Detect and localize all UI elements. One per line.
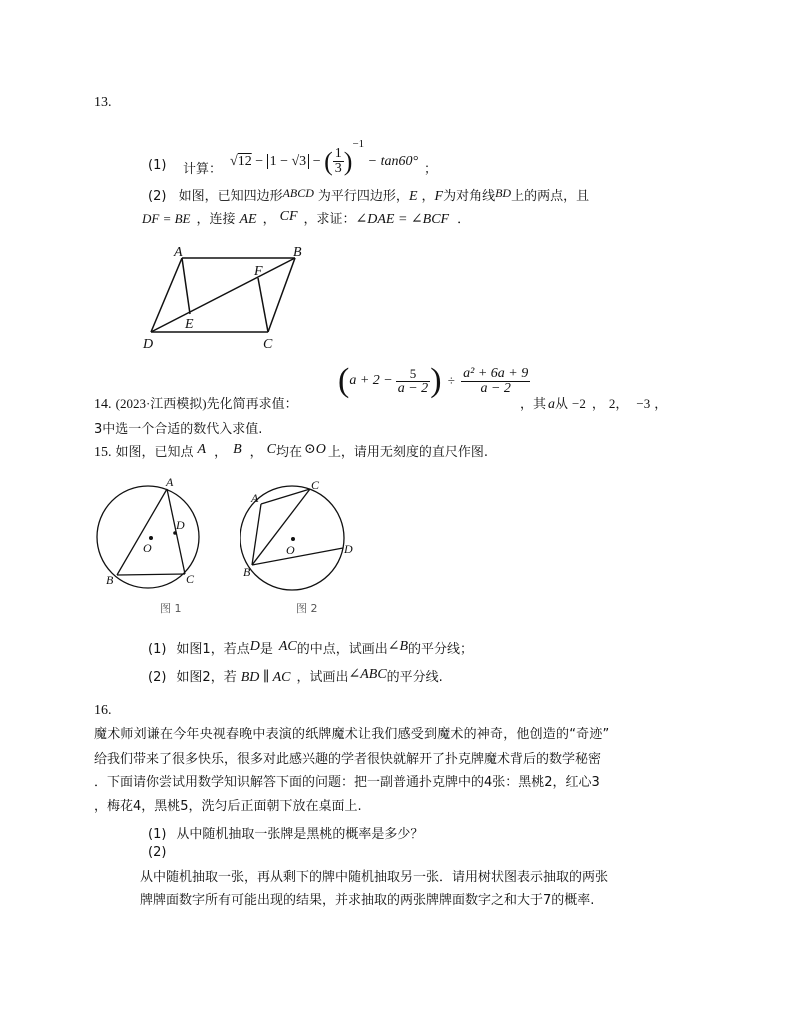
f2-num: a² + 6a + 9: [463, 365, 529, 381]
fig2-label-c: C: [311, 478, 320, 492]
fig2-bc: [252, 489, 310, 565]
q13-part2-text-a: 如图，已知四边形: [178, 189, 283, 204]
q15-part1-text-a: 如图1，若点: [176, 642, 250, 657]
fig1-label-a: A: [166, 475, 174, 489]
label-f: F: [254, 264, 263, 279]
parallelogram-figure: [135, 240, 320, 350]
q15-part2-text-a: 如图2，若: [176, 670, 237, 685]
q15-part2-parallel: BD ∥ AC: [240, 670, 291, 685]
seg-cf-line: [258, 278, 268, 332]
q15-line1: [94, 441, 488, 461]
q15-part1-d: D: [249, 639, 260, 654]
connect-text: ，连接: [196, 212, 236, 227]
fig1-label-c: C: [186, 572, 195, 586]
fig1-caption: 图 1: [160, 602, 182, 615]
f2-den: a − 2: [480, 380, 511, 396]
q13-part1-expression: √12 − 1 − √3 − ( $\frac{1}{3}$ )$^{-1}$ − tan60°: [230, 138, 419, 177]
seg-ae-line: [182, 258, 190, 314]
q16-para-line3: ．下面请你尝试用数学知识解答下面的问题：把一副普通扑克牌中的4张：黑桃2，红心3: [94, 775, 600, 790]
bd: BD: [495, 186, 512, 200]
fig2-center-dot: [291, 537, 295, 541]
q14-line1-tail: [520, 393, 667, 413]
var-a: a: [548, 397, 556, 412]
q13-part1-label: (1): [148, 158, 167, 173]
fig1-label-o: O: [143, 541, 152, 555]
label-c: C: [263, 337, 273, 350]
fig1-label-b: B: [106, 573, 114, 587]
seg-cf: CF: [279, 209, 298, 224]
q16-para-line4: ，梅花4，黑桃5，洗匀后正面朝下放在桌面上.: [94, 799, 362, 814]
fig1-bc: [117, 574, 185, 575]
frac-den: 3: [334, 161, 342, 177]
q15-part1-label: (1): [148, 642, 167, 657]
q15-text-a: 如图，已知点: [115, 445, 194, 460]
circle-figure-1: [95, 472, 205, 620]
point-e: E: [408, 189, 418, 204]
f1-den: a − 2: [397, 380, 429, 396]
frac-square: [461, 367, 530, 396]
q15-part1-text-d: 的平分线；: [408, 642, 474, 657]
q15-part1-angle: ∠B: [387, 639, 409, 654]
fig2-label-d: D: [344, 542, 353, 556]
eq-df-be: DF = BE: [142, 211, 191, 226]
q15-part2-angle: ∠ABC: [348, 667, 387, 682]
pt-a: A: [197, 442, 207, 457]
q16-part2-line1: 从中随机抽取一张，再从剩下的牌中随机抽取另一张．请用树状图表示抽取的两张: [140, 870, 609, 885]
angle-eq: ∠DAE = ∠BCF: [355, 212, 450, 227]
fig2-label-a: A: [251, 491, 259, 505]
side-da: [151, 258, 182, 332]
val-neg3: −3: [636, 396, 651, 411]
q15-part2-label: (2): [148, 670, 167, 685]
period: ．: [457, 212, 471, 227]
fig2-bd: [252, 548, 343, 565]
label-b: B: [293, 245, 302, 260]
abs-value: 1 − √3: [267, 154, 310, 169]
prove-text: ，求证：: [303, 212, 356, 227]
q16-part1: [148, 823, 423, 842]
q15-comma-2: ，: [249, 445, 263, 460]
seg-ae: AE: [239, 212, 257, 227]
fig2-label-o: O: [286, 543, 295, 557]
exponent: −1: [352, 138, 365, 150]
q14-text-a: 先化简再求值：: [206, 397, 298, 412]
fig2-label-b: B: [243, 565, 251, 579]
val-2: 2: [608, 396, 616, 411]
tan-term: − tan60°: [367, 153, 419, 169]
label-a: A: [174, 245, 183, 260]
q15-part2-text-b: ，试画出: [296, 670, 349, 685]
q13-part2-line2: [142, 208, 470, 228]
diagonal-bd: [151, 258, 295, 332]
q15-part1: [148, 638, 473, 657]
q16-para-line2: 给我们带来了很多快乐，很多对此感兴趣的学者很快就解开了扑克牌魔术背后的数学秘密: [94, 752, 602, 767]
frac-num: 1: [334, 146, 342, 162]
q16-para-line1: 魔术师刘谦在今年央视春晚中表演的纸牌魔术让我们感受到魔术的神奇，他创造的“奇迹”: [94, 727, 610, 742]
q16-part2-line2: 牌牌面数字所有可能出现的结果，并求抽取的两张牌牌面数字之和大于7的概率.: [140, 893, 595, 908]
q14-comma-1: ，: [591, 397, 605, 412]
q14-source: (2023·江西模拟): [115, 396, 207, 411]
q13-part2-label: (2): [148, 189, 167, 204]
point-f: F: [434, 189, 444, 204]
sqrt-arg: 12: [237, 153, 252, 169]
q15-part1-ac: AC: [278, 639, 297, 654]
circle-o: ⊙O: [304, 442, 326, 457]
q13-number: 13.: [94, 95, 112, 110]
q15-text-b: 均在: [276, 445, 303, 460]
q14-comma-2: ，: [615, 397, 629, 412]
q14-expression: [338, 362, 530, 408]
fig1-ab: [117, 489, 167, 575]
big-paren-close: ): [430, 362, 442, 399]
q16-part2-label: (2): [148, 845, 167, 860]
q13-part1-text: 计算：: [183, 162, 223, 177]
q13-part2-text-b: 为平行四边形，: [317, 189, 409, 204]
q13-part1-end: ；: [424, 162, 438, 177]
frac-5-over: [396, 367, 430, 396]
fig1-center-dot: [149, 536, 153, 540]
circle-figure-2: [240, 472, 365, 620]
label-e: E: [185, 317, 194, 332]
big-paren-open: (: [338, 362, 350, 399]
abcd: ABCD: [282, 186, 314, 200]
paren-open: (: [324, 146, 333, 176]
q14-text-b: ，其: [520, 397, 547, 412]
comma-2: ，: [262, 212, 276, 227]
q15-number: 15.: [94, 445, 112, 460]
q15-text-c: 上，请用无刻度的直尺作图.: [327, 445, 489, 460]
pt-c: C: [266, 442, 277, 457]
minus-1: −: [255, 153, 264, 169]
q16-part1-label: (1): [148, 827, 167, 842]
q13-part2-text-c: 为对角线: [443, 189, 496, 204]
paren-close: ): [343, 146, 353, 176]
val-neg2: −2: [572, 396, 586, 411]
minus-2: −: [312, 153, 321, 169]
q13-part2-text-d: 上的两点，且: [511, 189, 590, 204]
pt-b: B: [233, 442, 242, 457]
q14-text-c: 从: [555, 397, 569, 412]
div-sign: ÷: [447, 373, 455, 388]
a-plus-2: a + 2 −: [349, 373, 393, 388]
f1-num: 5: [396, 367, 430, 382]
q14-line1: [94, 393, 298, 413]
q16-part1-text: 从中随机抽取一张牌是黑桃的概率是多少？: [176, 827, 424, 842]
q15-part1-text-b: 是: [259, 642, 273, 657]
q15-part2: [148, 666, 443, 686]
q16-number: 16.: [94, 703, 112, 718]
q14-line2: 3中选一个合适的数代入求值.: [94, 422, 263, 437]
q15-part1-text-c: 的中点，试画出: [296, 642, 388, 657]
q15-comma-1: ，: [214, 445, 228, 460]
one-third: [333, 147, 344, 176]
comma: ，: [421, 189, 435, 204]
fig2-caption: 图 2: [296, 602, 318, 615]
q15-part2-text-c: 的平分线.: [386, 670, 443, 685]
fig1-label-d: D: [176, 518, 185, 532]
q13-part2-line1: [148, 185, 589, 205]
label-d: D: [143, 337, 154, 350]
q14-comma-3: ，: [654, 397, 668, 412]
q14-number: 14.: [94, 397, 112, 412]
